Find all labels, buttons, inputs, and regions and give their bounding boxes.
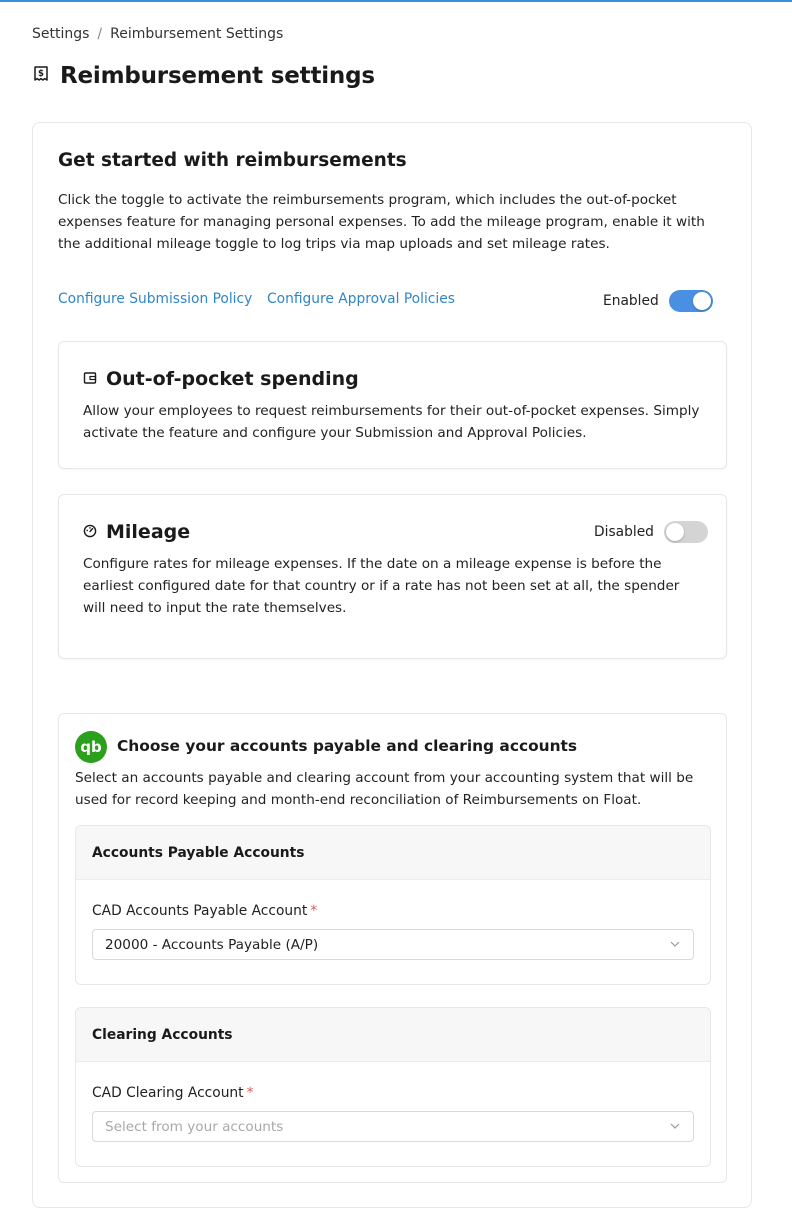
section-title: Get started with reimbursements <box>58 150 407 171</box>
out-of-pocket-title: Out-of-pocket spending <box>106 368 359 390</box>
out-of-pocket-description: Allow your employees to request reimbursements for their out-of-pocket expenses. Simply activate the feature and configure your Submission and Approval Policies. <box>83 403 700 441</box>
mileage-card <box>58 494 727 659</box>
accounts-card <box>58 713 727 1183</box>
field-label-text: CAD Accounts Payable Account <box>92 903 308 919</box>
selected-value: 20000 - Accounts Payable (A/P) <box>105 936 319 953</box>
cad-clearing-account-label <box>92 1085 254 1101</box>
out-of-pocket-header <box>83 367 359 391</box>
breadcrumb-separator: / <box>97 26 103 42</box>
svg-text:qb: qb <box>80 738 102 756</box>
accounts-description: Select an accounts payable and clearing account from your accounting system that will be used for record keeping and month-end reconciliation of Reimbursements on Float. <box>75 770 694 808</box>
mileage-description: Configure rates for mileage expenses. If the date on a mileage expense is before the earliest configured date for that country or if a rate has not been set at all, the spender will need to input the rate themselves. <box>83 556 680 616</box>
required-marker: * <box>246 1085 254 1101</box>
wallet-icon <box>83 370 97 389</box>
mileage-toggle-label: Disabled <box>594 524 654 540</box>
mileage-toggle-group <box>594 521 708 543</box>
svg-text:$: $ <box>38 68 44 79</box>
breadcrumb <box>32 25 283 43</box>
configure-submission-policy-link[interactable]: Configure Submission Policy <box>58 291 253 307</box>
chevron-down-icon <box>669 1117 681 1136</box>
field-label-text: CAD Clearing Account <box>92 1085 244 1101</box>
mileage-title: Mileage <box>106 521 191 543</box>
reimbursements-toggle-group <box>603 290 713 312</box>
accounts-payable-header: Accounts Payable Accounts <box>76 826 710 880</box>
accounts-title: Choose your accounts payable and clearing accounts <box>117 737 578 755</box>
mileage-toggle[interactable] <box>664 521 708 543</box>
top-accent-line <box>0 0 792 2</box>
reimbursements-toggle-label: Enabled <box>603 293 659 309</box>
select-placeholder: Select from your accounts <box>105 1118 284 1135</box>
toggle-knob <box>693 292 711 310</box>
page-title: Reimbursement settings <box>60 63 375 89</box>
breadcrumb-item-current: Reimbursement Settings <box>110 26 284 42</box>
clearing-accounts-group <box>75 1007 711 1167</box>
reimbursements-card <box>32 122 752 1208</box>
configure-approval-policies-link[interactable]: Configure Approval Policies <box>267 291 455 307</box>
toggle-knob <box>666 523 684 541</box>
page-header <box>32 62 375 90</box>
out-of-pocket-card <box>58 341 727 469</box>
chevron-down-icon <box>669 935 681 954</box>
accounts-payable-group <box>75 825 711 985</box>
cad-clearing-account-select[interactable] <box>92 1111 694 1142</box>
dollar-receipt-icon <box>32 65 50 87</box>
policy-links-row <box>58 290 708 312</box>
cad-accounts-payable-select[interactable] <box>92 929 694 960</box>
required-marker: * <box>310 903 318 919</box>
cad-accounts-payable-label <box>92 903 317 919</box>
breadcrumb-item-settings[interactable]: Settings <box>32 26 90 42</box>
speedometer-icon <box>83 523 97 542</box>
mileage-header <box>83 520 190 544</box>
quickbooks-logo <box>75 731 107 763</box>
reimbursements-toggle[interactable] <box>669 290 713 312</box>
clearing-accounts-header: Clearing Accounts <box>76 1008 710 1062</box>
section-description: Click the toggle to activate the reimbursements program, which includes the out-of-pocket expenses feature for managing personal expenses. To add the mileage program, enable it with the additional mileage toggle to log trips via map uploads and set mileage rates. <box>58 192 705 252</box>
